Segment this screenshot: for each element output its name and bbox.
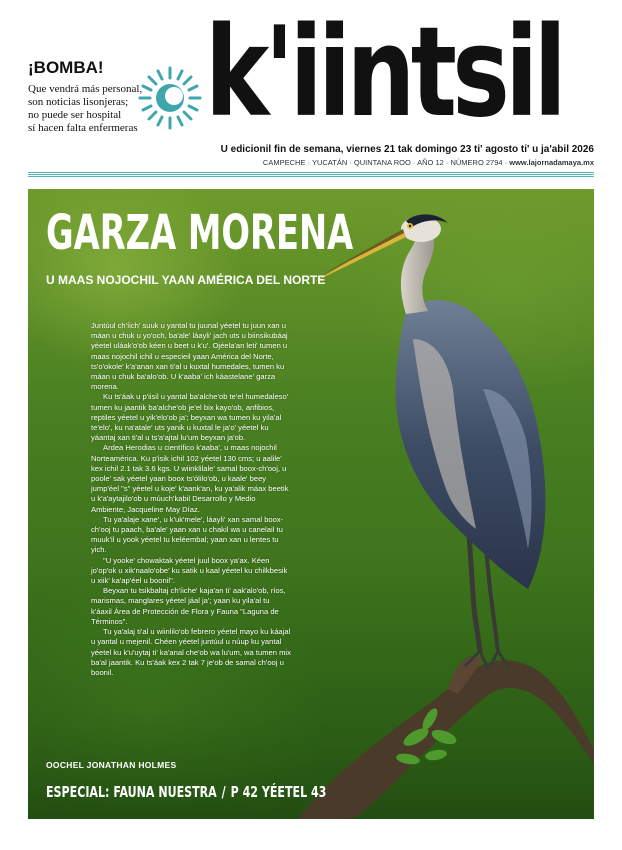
masthead-wordmark: k'iintsil	[205, 1, 563, 145]
bomba-verse-line: sí hacen falta enfermeras	[28, 122, 138, 134]
article-paragraph: Tu ya'alaj ti'al u wiinlilo'ob febrero yéetel mayo ku káajal u yantal u mejenil. Chéen yéetel juntúul u núup ku yantal yéetel ku k'u'uytaj ti' ka'anal che'ob wa lu'um, wa tumen mix ba'al jaantik. Ku ts'áak kex 2 tak 7 je'ob de samal ch'ooj u boonil.	[91, 627, 291, 677]
article-paragraph: Beyxan tu tsikbaltaj ch'íiche' kaja'an ti' aak'alo'ob, ríos, marismas, manglares yéetel jáal ja'; yaan ku yila'al tu k'áaxil Área de Protección de Flora y Fauna "Laguna de Términos".	[91, 586, 286, 626]
cover-article	[91, 321, 291, 678]
edition-dateline: U edicionil fin de semana, viernes 21 tak domingo 23 ti' agosto ti' u ja'abil 2026	[220, 144, 594, 155]
bomba-title: ¡BOMBA!	[28, 58, 104, 77]
edition-regions: CAMPECHE · YUCATÁN · QUINTANA ROO · AÑO 12 · NÚMERO 2794 ·	[262, 158, 508, 167]
special-section-teaser[interactable]	[46, 783, 326, 801]
article-paragraph: Ardea Herodias u científico k'aaba', u maas nojochil Norteamérica. Ku p'isik ichil 102 yéetel 130 cms; u aalile' kex ichil 2.1 tak 3.6 kgs. U wiinklilale' samal boox-ch'ooj, u poole' sak yéetel yaan boox ts'ólilo'ob, u kaale' beey jump'éel "s" yéetel u koje' k'aank'an, ku ya'alik máax beetik u k'a'aytajilo'ob u múuch'kabil Desarrollo y Medio Ambiente, Jacqueline May Díaz.	[91, 443, 289, 514]
article-paragraph: Tu ya'alaje xane', u k'uk'mele', láayli' xan samal boox-ch'ooj tu paach, ba'ale' yaan xan u chakil wa u canelail tu muuk'il u yook yéetel tu keléembal; yaan xan u lentes tu yich.	[91, 514, 284, 555]
article-paragraph: Ku ts'áak u p'iisil u yantal ba'alche'ob te'el humedaleso' tumen ku jaantik ba'alche'ob je'el bix kayo'ob, anfibios, reptiles yéetel u yik'elo'ob ja'; beyxan wa tumen ku yila'al te'elo', ku na'atale' uts yanik u kuxtal le ja'o' yéetel ku yáantaj xan ti'al u ts'a'ajtal lu'um beyxan ja'ob.	[91, 392, 289, 443]
bomba-verse-line: son noticias lisonjeras;	[28, 96, 129, 108]
masthead-rule	[28, 172, 594, 177]
bomba-verse-line: Que vendrá más personal,	[28, 83, 143, 95]
special-page-ref: P 42 YÉETEL 43	[230, 783, 327, 801]
special-label: ESPECIAL: FAUNA NUESTRA	[46, 783, 217, 801]
website-link[interactable]: www.lajornadamaya.mx	[509, 158, 594, 167]
article-paragraph: Juntúul ch'íich' suuk u yantal tu juunal yéetel tu juun xan u máan u chuk u yo'och, ba'ale' láayli' jach uts u biinsikubáaj yéetel uláak'o'ob kéen u beet u k'u'. Ojéela'an leti' tumen u maas nojochil ichil u especieil yaan América del Norte, ts'o'okole' k'a'anan xan ti'al u kuxtal humedales, tumen ku máan u chuk ba'alo'ob. U k'aaba' ich káastelane' garza morena.	[91, 321, 288, 392]
edition-meta	[263, 158, 594, 167]
cover-headline: GARZA MORENA	[46, 205, 354, 261]
article-paragraph: "U yooke' chowaktak yéetel juul boox ya'ax. Kéen jo'op'ok u xik'naalo'obe' ku satik u kaal yéetel ku chilkbesik u xiik' ka'ap'éel u boonil".	[91, 555, 288, 586]
photo-credit: OOCHEL JONATHAN HOLMES	[46, 760, 177, 770]
sun-logo-icon	[138, 66, 202, 130]
cover-photo	[28, 189, 594, 819]
bomba-verse-line: no puede ser hospital	[28, 109, 122, 121]
cover-subheadline: U MAAS NOJOCHIL YAAN AMÉRICA DEL NORTE	[46, 273, 326, 287]
separator-slash: /	[221, 783, 226, 801]
